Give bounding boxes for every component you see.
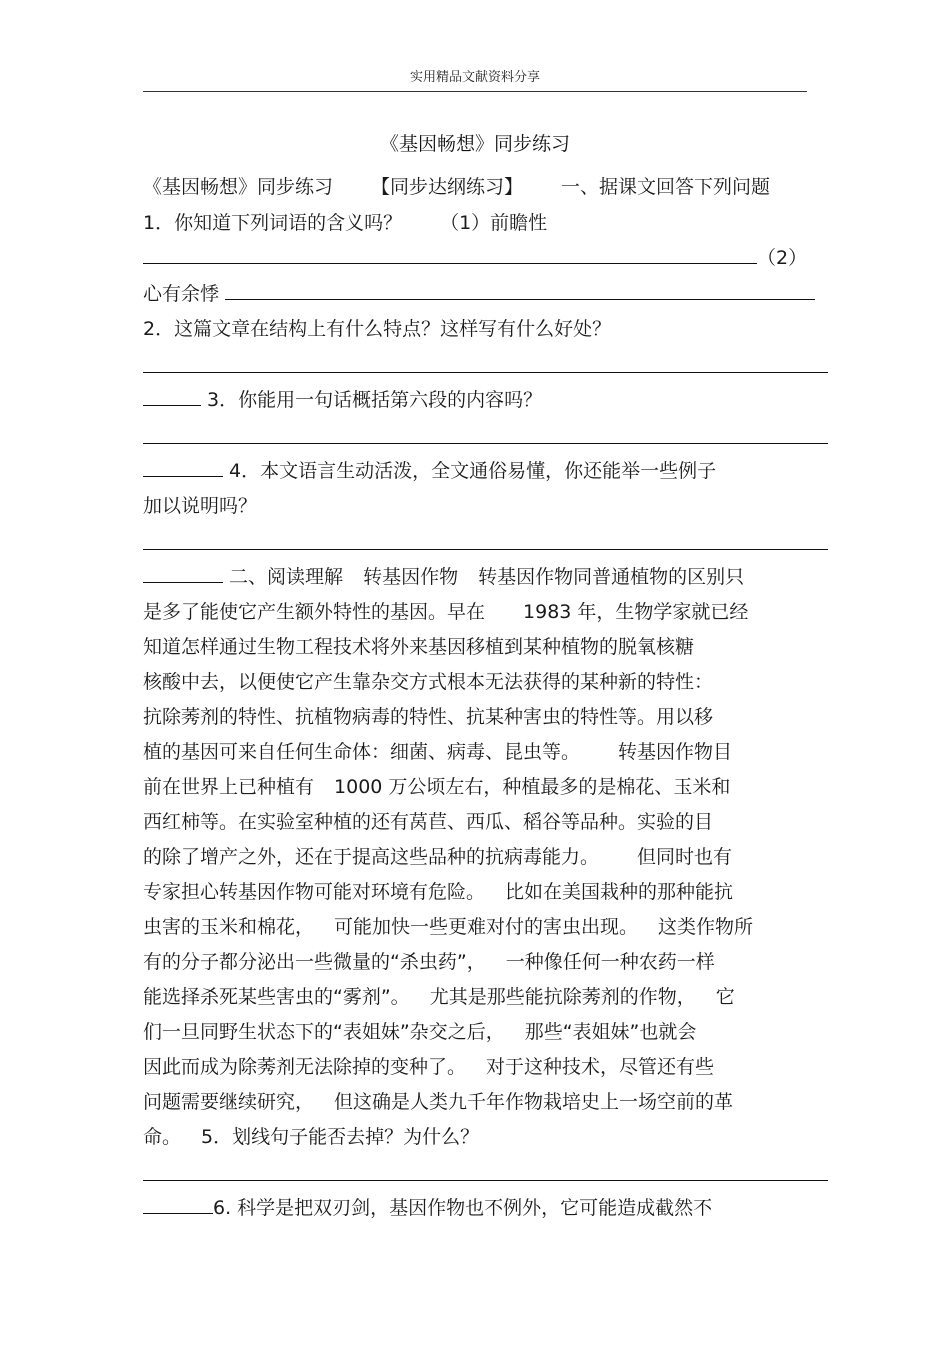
passage-line [143, 775, 730, 799]
answer-blank [143, 389, 201, 406]
section-one-heading: 一、据课文回答下列问题 [561, 176, 771, 198]
passage-text: 对于这种技术，尽管还有些 [486, 1056, 715, 1078]
passage-text: 因此而成为除莠剂无法除掉的变种了。 [143, 1056, 467, 1078]
question-6 [143, 1196, 712, 1220]
question-4-cont: 加以说明吗？ [143, 495, 258, 517]
passage-text: 1983 年，生物学家就已经 [523, 601, 749, 623]
passage-text: 但这确是人类九千年作物栽培史上一场空前的革 [334, 1091, 734, 1113]
question-4-text: 4．本文语言生动活泼，全文通俗易懂，你还能举一些例子 [229, 460, 717, 482]
passage-line: 西红柿等。在实验室种植的还有莴苣、西瓜、稻谷等品种。实验的目 [143, 811, 714, 833]
passage-text: 1000 万公顷左右，种植最多的是棉花、玉米和 [334, 776, 731, 798]
term-2: 心有余悸 [143, 283, 220, 305]
answer-rule [143, 443, 828, 444]
answer-rule [143, 372, 828, 373]
question-5 [143, 1125, 479, 1149]
passage-line [143, 740, 732, 764]
answer-blank [143, 460, 223, 477]
passage-text: 植的基因可来自任何生命体：细菌、病毒、昆虫等。 [143, 741, 581, 763]
subtitle: 《基因畅想》同步练习 [143, 176, 334, 198]
passage-title: 转基因作物 [363, 566, 459, 588]
passage-text: 一种像任何一种农药一样 [505, 951, 715, 973]
passage-text: 可能加快一些更难对付的害虫出现。 [334, 916, 639, 938]
question-4 [143, 459, 716, 483]
passage-text: 转基因作物同普通植物的区别只 [478, 566, 745, 588]
passage-text: 虫害的玉米和棉花， [143, 916, 315, 938]
answer-blank [143, 1197, 213, 1214]
page-header: 实用精品文献资料分享 [409, 70, 540, 85]
passage-line [143, 880, 733, 904]
passage-text: 是多了能使它产生额外特性的基因。早在 [143, 601, 486, 623]
passage-line [143, 915, 753, 939]
term-2-line [143, 282, 815, 306]
answer-rule [143, 549, 828, 550]
passage-text: 那些“表姐妹”也就会 [524, 1021, 697, 1043]
answer-blank [143, 566, 223, 583]
passage-line [143, 985, 735, 1009]
question-5-text: 5．划线句子能否去掉？为什么？ [201, 1126, 480, 1148]
passage-text: 专家担心转基因作物可能对环境有危险。 [143, 881, 486, 903]
question-3 [143, 388, 542, 412]
answer-blank [143, 247, 757, 264]
passage-text: 前在世界上已种植有 [143, 776, 315, 798]
term-2-number: （2） [757, 247, 808, 269]
passage-line [143, 1055, 714, 1079]
passage-line: 知道怎样通过生物工程技术将外来基因移植到某种植物的脱氧核糖 [143, 636, 695, 658]
passage-text: 有的分子都分泌出一些微量的“杀虫药”， [143, 951, 486, 973]
passage-line: 抗除莠剂的特性、抗植物病毒的特性、抗某种害虫的特性等。用以移 [143, 706, 714, 728]
answer-blank [225, 283, 815, 300]
passage-text: 命。 [143, 1126, 182, 1148]
question-1 [143, 211, 547, 235]
passage-line [143, 950, 715, 974]
passage-text: 们一旦同野生状态下的“表姐妹”杂交之后， [143, 1021, 505, 1043]
passage-text: 但同时也有 [637, 846, 733, 868]
question-3-text: 3．你能用一句话概括第六段的内容吗？ [207, 389, 543, 411]
passage-line [143, 600, 748, 624]
document-title: 《基因畅想》同步练习 [379, 133, 570, 155]
header-divider [143, 91, 807, 92]
term-1: （1）前瞻性 [440, 212, 548, 234]
answer-rule [143, 1180, 828, 1181]
passage-text: 能选择杀死某些害虫的“雾剂”。 [143, 986, 410, 1008]
passage-text: 尤其是那些能抗除莠剂的作物， [429, 986, 696, 1008]
passage-text: 转基因作物目 [618, 741, 733, 763]
passage-line [143, 1020, 696, 1044]
passage-text: 的除了增产之外，还在于提高这些品种的抗病毒能力。 [143, 846, 600, 868]
passage-text: 问题需要继续研究， [143, 1091, 315, 1113]
passage-text: 这类作物所 [658, 916, 754, 938]
intro-line [143, 175, 770, 199]
section-tag: 【同步达纲练习】 [371, 176, 524, 198]
question-1-text: 1．你知道下列词语的含义吗？ [143, 212, 403, 234]
section-two-heading: 二、阅读理解 [229, 566, 344, 588]
passage-line [143, 1090, 733, 1114]
question-6-text: 6. 科学是把双刃剑，基因作物也不例外，它可能造成截然不 [213, 1197, 713, 1219]
section-two-line [143, 565, 744, 589]
question-2: 2．这篇文章在结构上有什么特点？这样写有什么好处？ [143, 318, 612, 340]
passage-line: 核酸中去，以便使它产生靠杂交方式根本无法获得的某种新的特性： [143, 671, 714, 693]
answer-line-term-1 [143, 246, 807, 270]
passage-text: 它 [715, 986, 735, 1008]
passage-line [143, 845, 732, 869]
passage-text: 比如在美国栽种的那种能抗 [505, 881, 734, 903]
